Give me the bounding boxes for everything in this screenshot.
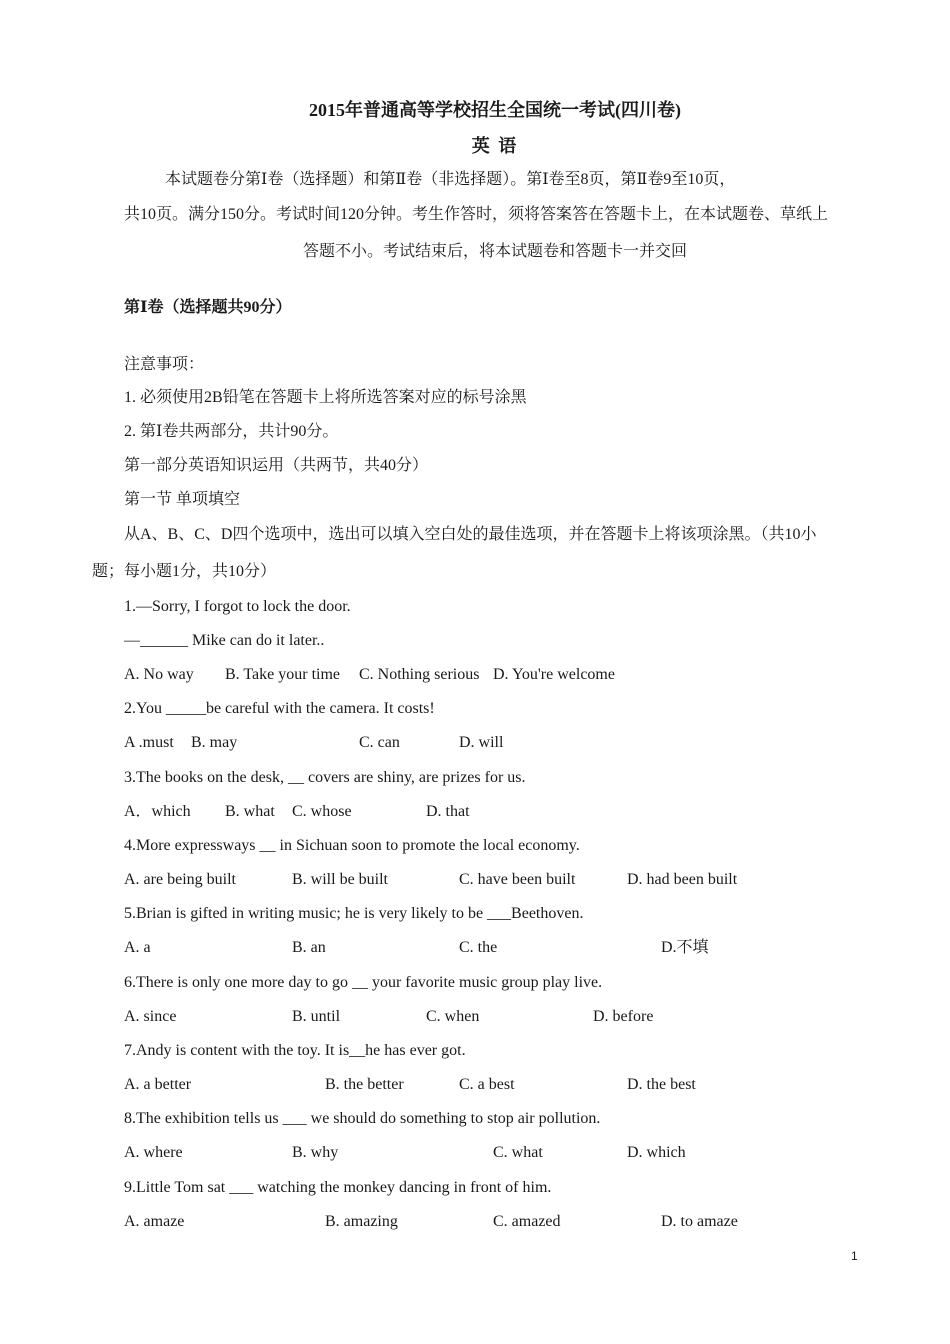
- question-9-option-c: C. amazed: [493, 1213, 561, 1230]
- question-6-option-a: A. since: [124, 1008, 177, 1025]
- question-5-option-d: D.不填: [661, 939, 709, 956]
- question-1-option-c: C. Nothing serious: [359, 666, 480, 683]
- question-4-option-d: D. had been built: [627, 871, 738, 888]
- question-8-option-c: C. what: [493, 1144, 543, 1161]
- question-6-option-b: B. until: [292, 1008, 341, 1025]
- intro-line-1: 本试题卷分第Ⅰ卷（选择题）和第Ⅱ卷（非选择题）。第Ⅰ卷至8页，第Ⅱ卷9至10页，: [165, 171, 736, 188]
- question-5-option-c: C. the: [459, 939, 498, 956]
- part-heading: 第一部分英语知识运用（共两节，共40分）: [124, 457, 429, 474]
- section-title: 第Ⅰ卷（选择题共90分）: [124, 299, 292, 316]
- instructions-line-2: 题；每小题1分，共10分）: [92, 563, 277, 580]
- question-3-option-d: D. that: [426, 803, 470, 820]
- question-4-option-c: C. have been built: [459, 871, 576, 888]
- intro-line-3: 答题不小。考试结束后，将本试题卷和答题卡一并交回: [302, 243, 687, 260]
- question-1-option-b: B. Take your time: [225, 666, 341, 683]
- question-2-option-b: B. may: [191, 734, 238, 751]
- question-4-stem: 4.More expressways __ in Sichuan soon to promote the local economy.: [124, 837, 580, 854]
- question-9-option-a: A. amaze: [124, 1213, 185, 1230]
- question-9-option-b: B. amazing: [325, 1213, 398, 1230]
- notes-heading: 注意事项：: [124, 356, 205, 373]
- question-1-stem: 1.—Sorry, I forgot to lock the door.: [124, 598, 351, 615]
- question-2-stem: 2.You _____be careful with the camera. It costs!: [124, 700, 435, 717]
- notes-item-1: 1. 必须使用2B铅笔在答题卡上将所选答案对应的标号涂黑: [124, 389, 527, 406]
- question-7-stem: 7.Andy is content with the toy. It is__he has ever got.: [124, 1042, 466, 1059]
- question-4-option-b: B. will be built: [292, 871, 388, 888]
- question-8-option-b: B. why: [292, 1144, 339, 1161]
- question-6-option-c: C. when: [426, 1008, 480, 1025]
- question-5-option-b: B. an: [292, 939, 326, 956]
- section-heading: 第一节 单项填空: [124, 491, 241, 508]
- question-2-option-a: A .must: [124, 734, 174, 751]
- question-1-stem-reply: —______ Mike can do it later..: [124, 632, 325, 649]
- question-5-stem: 5.Brian is gifted in writing music; he is very likely to be ___Beethoven.: [124, 905, 584, 922]
- question-6-stem: 6.There is only one more day to go __ your favorite music group play live.: [124, 974, 603, 991]
- page-number: 1: [851, 1249, 858, 1263]
- question-9-stem: 9.Little Tom sat ___ watching the monkey dancing in front of him.: [124, 1179, 552, 1196]
- instructions-line-1: 从A、B、C、D四个选项中，选出可以填入空白处的最佳选项，并在答题卡上将该项涂黑。（共10小: [124, 526, 817, 543]
- question-8-option-d: D. which: [627, 1144, 686, 1161]
- question-9-option-d: D. to amaze: [661, 1213, 738, 1230]
- question-7-option-d: D. the best: [627, 1076, 696, 1093]
- subject-title: 英 语: [471, 136, 519, 156]
- question-3-option-a: A．which: [124, 803, 191, 820]
- question-7-option-c: C. a best: [459, 1076, 515, 1093]
- question-5-option-a: A. a: [124, 939, 151, 956]
- question-3-option-c: C. whose: [292, 803, 352, 820]
- question-6-option-d: D. before: [593, 1008, 654, 1025]
- question-7-option-a: A. a better: [124, 1076, 192, 1093]
- exam-title: 2015年普通高等学校招生全国统一考试(四川卷): [309, 100, 681, 120]
- question-2-option-c: C. can: [359, 734, 400, 751]
- question-8-option-a: A. where: [124, 1144, 183, 1161]
- question-7-option-b: B. the better: [325, 1076, 404, 1093]
- question-1-option-d: D. You're welcome: [493, 666, 615, 683]
- intro-line-2: 共10页。满分150分。考试时间120分钟。考生作答时，须将答案答在答题卡上，在本试题卷、草纸上: [124, 206, 829, 223]
- question-8-stem: 8.The exhibition tells us ___ we should do something to stop air pollution.: [124, 1110, 601, 1127]
- notes-item-2: 2. 第Ⅰ卷共两部分，共计90分。: [124, 423, 339, 440]
- question-2-option-d: D. will: [459, 734, 504, 751]
- question-4-option-a: A. are being built: [124, 871, 236, 888]
- question-3-stem: 3.The books on the desk, __ covers are shiny, are prizes for us.: [124, 769, 526, 786]
- question-3-option-b: B. what: [225, 803, 275, 820]
- question-1-option-a: A. No way: [124, 666, 194, 683]
